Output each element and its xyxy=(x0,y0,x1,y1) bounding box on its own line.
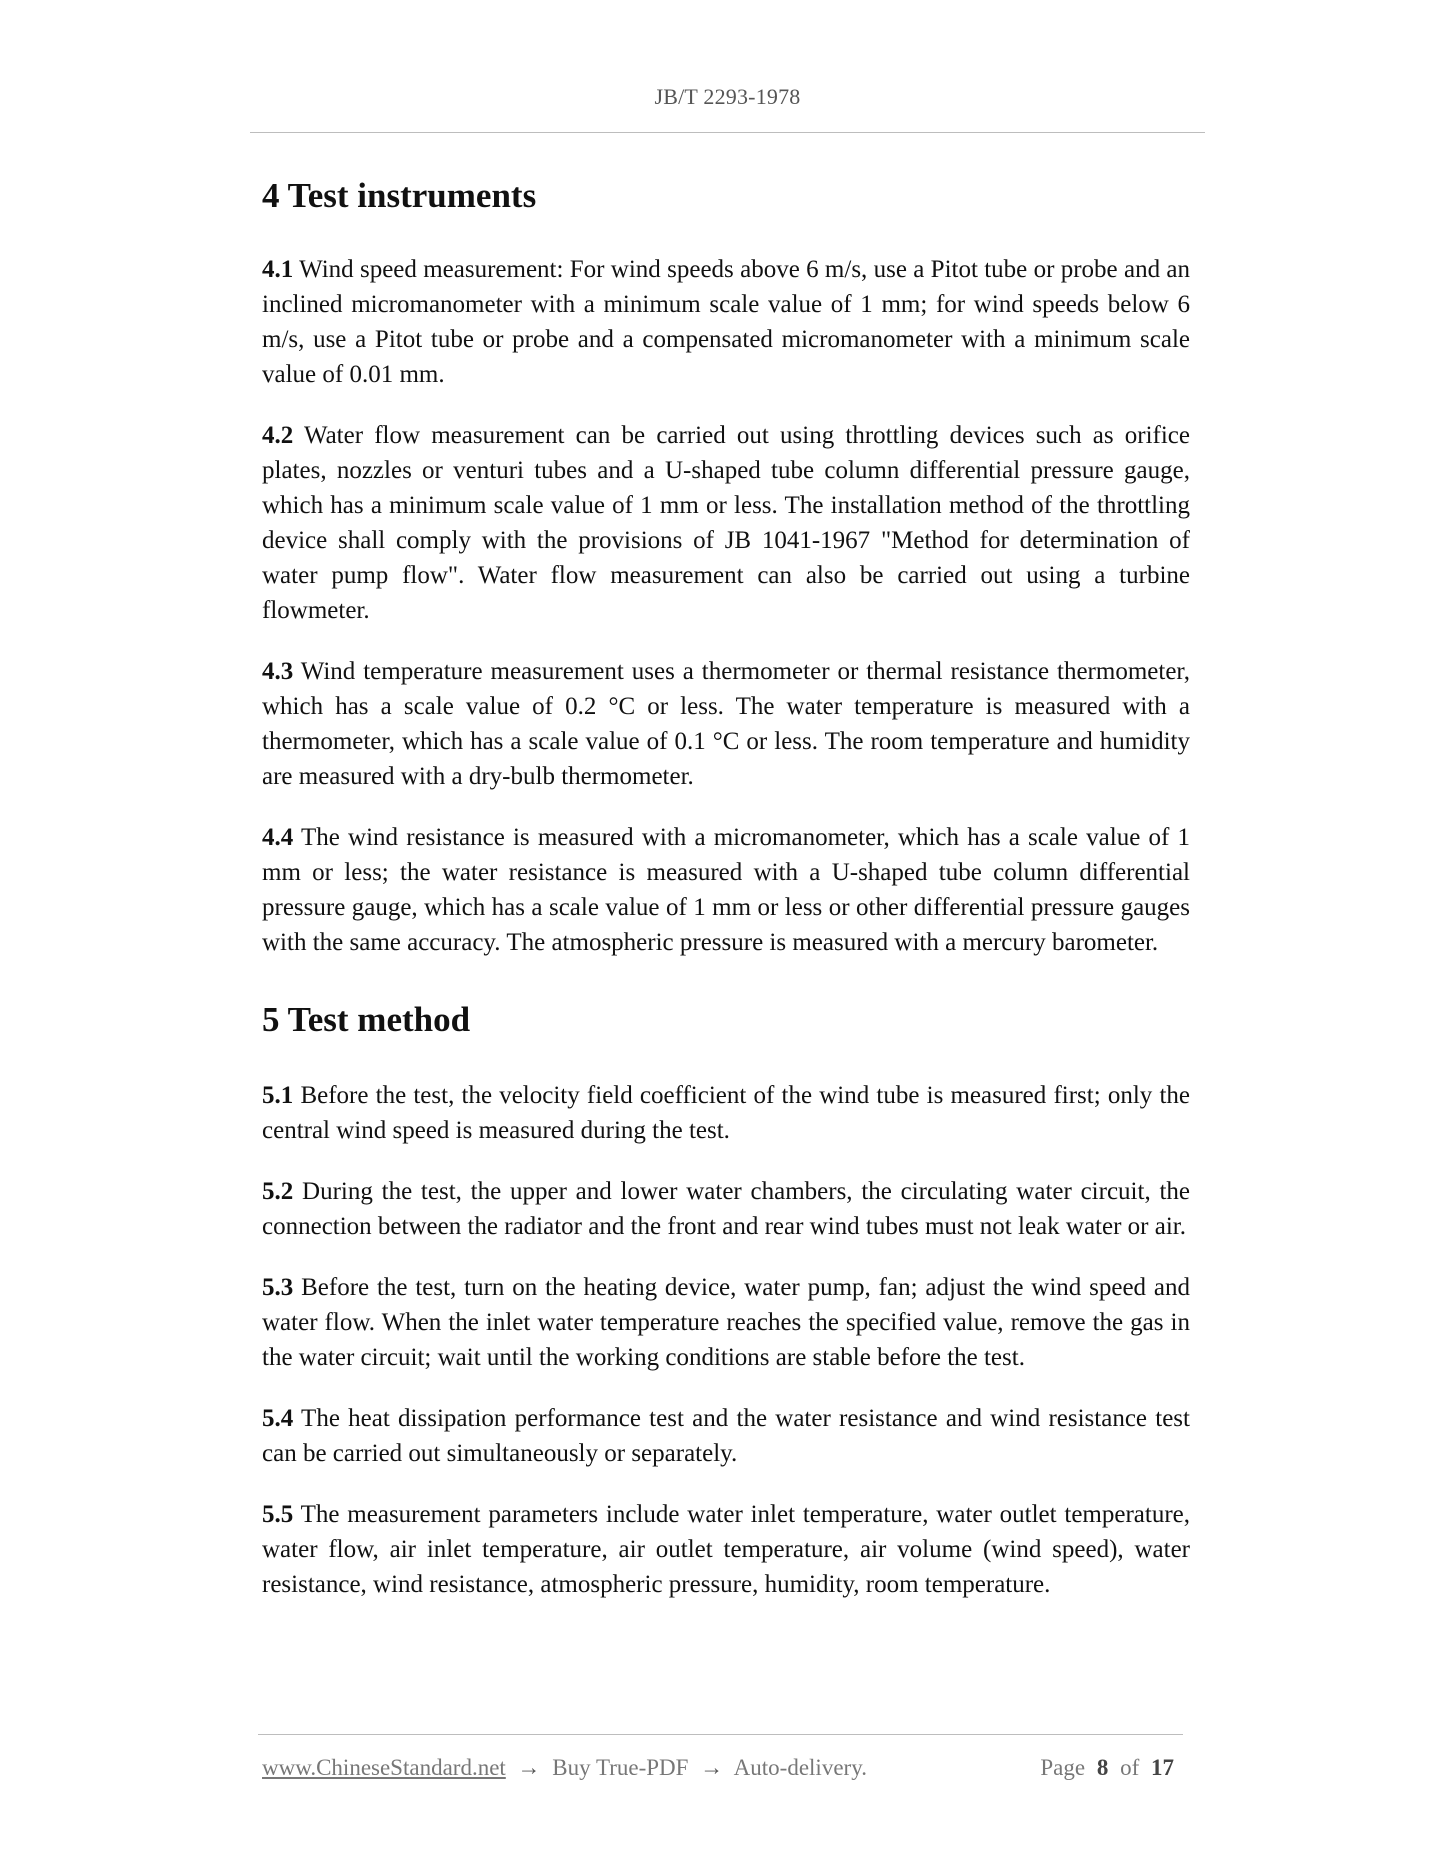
clause-number: 5.2 xyxy=(262,1178,294,1205)
section-heading-4: 4 Test instruments xyxy=(262,176,537,215)
total-pages-number: 17 xyxy=(1151,1755,1174,1780)
clause-5-3 xyxy=(262,1270,1190,1375)
clause-text: Before the test, the velocity field coefficient of the wind tube is measured first; only the central wind speed is measured during the test. xyxy=(262,1082,1190,1144)
site-link[interactable]: www.ChineseStandard.net xyxy=(262,1755,506,1780)
clause-number: 4.3 xyxy=(262,658,294,685)
clause-number: 5.3 xyxy=(262,1274,294,1301)
of-label: of xyxy=(1120,1755,1140,1780)
clause-text: Wind speed measurement: For wind speeds above 6 m/s, use a Pitot tube or probe and an inclined micromanometer with a minimum scale value of 1 mm; for wind speeds below 6 m/s, use a Pitot tube or probe and a compensated micromanometer with a minimum scale value of 0.01 mm. xyxy=(262,256,1190,388)
clause-text: Before the test, turn on the heating device, water pump, fan; adjust the wind speed and water flow. When the inlet water temperature reaches the specified value, remove the gas in the water circuit; wait until the working conditions are stable before the test. xyxy=(262,1274,1190,1371)
running-header-doc-id: JB/T 2293-1978 xyxy=(654,84,801,109)
clause-text: The wind resistance is measured with a micromanometer, which has a scale value of 1 mm or less; the water resistance is measured with a U-shaped tube column differential pressure gauge, which has a scale value of 1 mm or less or other differential pressure gauges with the same accuracy. The atmospheric pressure is measured with a mercury barometer. xyxy=(262,824,1191,956)
clause-5-1 xyxy=(262,1078,1190,1148)
footer-divider xyxy=(258,1734,1183,1735)
clause-number: 5.5 xyxy=(262,1501,294,1528)
arrow-right-icon: → xyxy=(517,1755,541,1780)
section-heading-5: 5 Test method xyxy=(262,1000,471,1039)
buy-true-pdf-text: Buy True-PDF xyxy=(552,1755,689,1780)
auto-delivery-text: Auto-delivery. xyxy=(733,1755,867,1780)
clause-4-4 xyxy=(262,820,1190,960)
page-label: Page xyxy=(1040,1755,1086,1780)
clause-4-1 xyxy=(262,252,1190,392)
clause-number: 5.1 xyxy=(262,1082,294,1109)
clause-5-4 xyxy=(262,1401,1190,1471)
clause-text: Wind temperature measurement uses a thermometer or thermal resistance thermometer, which has a scale value of 0.2 °C or less. The water temperature is measured with a thermometer, which has a scale value of 0.1 °C or less. The room temperature and humidity are measured with a dry-bulb thermometer. xyxy=(262,658,1190,790)
clause-number: 5.4 xyxy=(262,1405,294,1432)
clause-text: The measurement parameters include water inlet temperature, water outlet temperature, water flow, air inlet temperature, air outlet temperature, air volume (wind speed), water resistance, wind resistance, atmospheric pressure, humidity, room temperature. xyxy=(262,1501,1190,1598)
clause-4-3 xyxy=(262,654,1190,794)
clause-4-2 xyxy=(262,418,1190,628)
page-indicator xyxy=(1040,1755,1180,1781)
clause-number: 4.1 xyxy=(262,256,294,283)
document-body xyxy=(262,170,1190,1628)
footer-promo xyxy=(262,1755,867,1781)
clause-5-5 xyxy=(262,1497,1190,1602)
clause-5-2 xyxy=(262,1174,1190,1244)
clause-number: 4.4 xyxy=(262,824,294,851)
header-divider xyxy=(250,132,1205,133)
clause-text: Water flow measurement can be carried out using throttling devices such as orifice plates, nozzles or venturi tubes and a U-shaped tube column differential pressure gauge, which has a minimum scale value of 1 mm or less. The installation method of the throttling device shall comply with the provisions of JB 1041-1967 "Method for determination of water pump flow". Water flow measurement can also be carried out using a turbine flowmeter. xyxy=(262,422,1190,624)
clause-text: The heat dissipation performance test and the water resistance and wind resistance test can be carried out simultaneously or separately. xyxy=(262,1405,1190,1467)
arrow-right-icon: → xyxy=(700,1755,724,1780)
clause-text: During the test, the upper and lower water chambers, the circulating water circuit, the connection between the radiator and the front and rear wind tubes must not leak water or air. xyxy=(262,1178,1191,1240)
current-page-number: 8 xyxy=(1096,1755,1109,1780)
clause-number: 4.2 xyxy=(262,422,294,449)
